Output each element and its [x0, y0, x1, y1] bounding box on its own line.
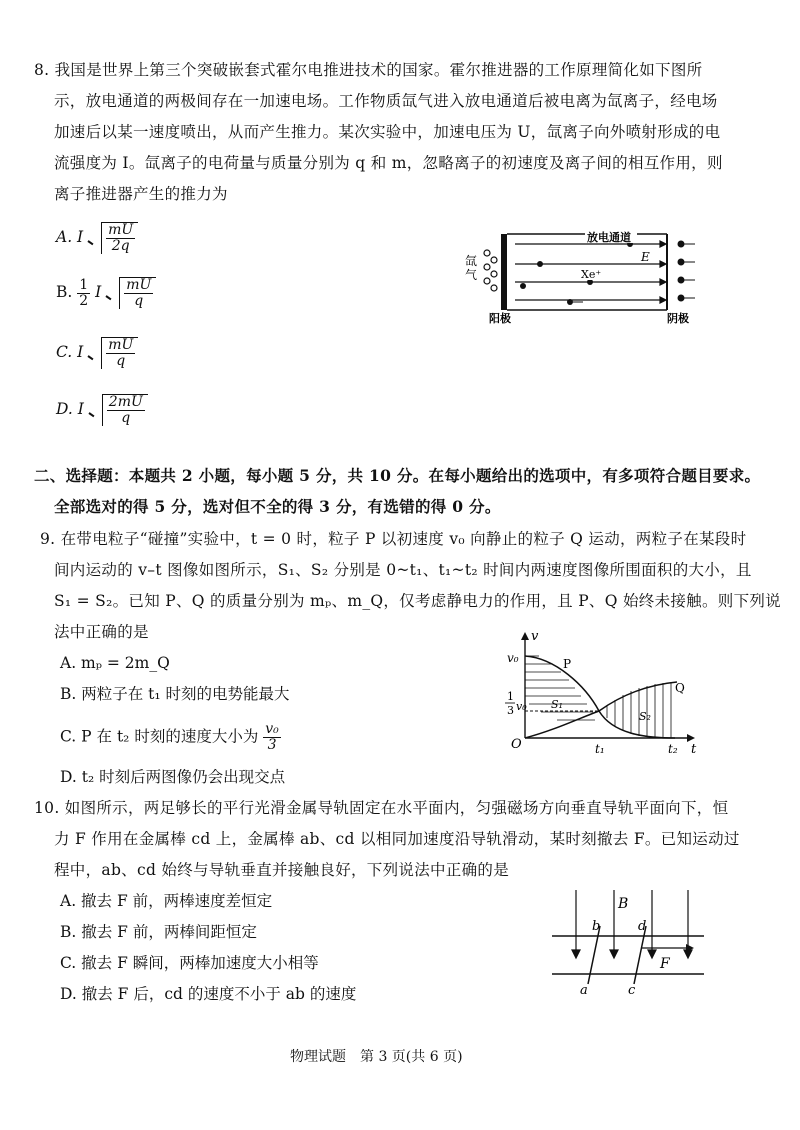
q10-option-d[interactable]: D. 撤去 F 后，cd 的速度不小于 ab 的速度	[60, 985, 357, 1003]
rod-cd	[634, 926, 646, 984]
q10-option-b[interactable]: B. 撤去 F 前，两棒间距恒定	[60, 923, 257, 941]
frac-num: mU	[108, 222, 134, 238]
q8-line-2: 示，放电通道的两极间存在一加速电场。工作物质氙气进入放电通道后被电离为氙离子，经电场	[54, 92, 718, 110]
option-c-frac	[263, 722, 281, 753]
third-den: 3	[507, 704, 514, 717]
q9-line-4: 法中正确的是	[54, 623, 149, 641]
q8-option-b[interactable]	[56, 277, 156, 309]
q8-line-5: 离子推进器产生的推力为	[54, 185, 228, 203]
q8-option-d[interactable]	[56, 394, 148, 426]
sqrt-radical	[89, 394, 148, 426]
t-axis-arrow	[687, 734, 695, 742]
third-num: 1	[507, 690, 514, 703]
q9-line-1: 9. 在带电粒子“碰撞”实验中，t = 0 时，粒子 P 以初速度 v₀ 向静止的粒子 Q 运动，两粒子在某段时	[40, 530, 747, 548]
q9-option-c[interactable]	[60, 722, 281, 753]
option-c-text: C. P 在 t₂ 时刻的速度大小为	[60, 727, 259, 746]
q9-option-a[interactable]: A. mₚ = 2m_Q	[60, 654, 170, 672]
label-d: d	[638, 919, 647, 934]
option-a-label: A. I	[56, 228, 84, 246]
ion-label: Xe⁺	[581, 268, 602, 281]
force-label: F	[660, 956, 670, 972]
curve-p	[525, 656, 675, 738]
s2-label: S₂	[639, 710, 651, 723]
sqrt-radical	[106, 277, 156, 309]
third-v0: v₀	[516, 700, 527, 713]
anode-plate	[501, 234, 507, 310]
frac-den: q	[134, 293, 144, 309]
section-2-heading: 二、选择题：本题共 2 小题，每小题 5 分，共 10 分。在每小题给出的选项中，有多项符合题目要求。	[34, 466, 761, 485]
q9-option-d[interactable]: D. t₂ 时刻后两图像仍会出现交点	[60, 768, 286, 786]
option-c-label: C. I	[56, 343, 84, 361]
q10-option-c[interactable]: C. 撤去 F 瞬间，两棒加速度大小相等	[60, 954, 319, 972]
curve-q-label: Q	[675, 681, 685, 695]
t-axis-label: t	[691, 742, 697, 757]
sqrt-radical	[88, 337, 138, 369]
q10-line-2: 力 F 作用在金属棒 cd 上，金属棒 ab、cd 以相同加速度沿导轨滑动，某时刻撤去 F。已知运动过	[54, 830, 740, 848]
v0-label: v₀	[507, 651, 519, 665]
coef-frac	[77, 278, 90, 309]
current-symbol: I	[95, 283, 102, 301]
t1-label: t₁	[595, 742, 605, 756]
q8-line-4: 流强度为 I。氙离子的电荷量与质量分别为 q 和 m，忽略离子的初速度及离子间的相互作用，则	[54, 154, 723, 172]
q10-line-1: 10. 如图所示，两足够长的平行光滑金属导轨固定在水平面内，匀强磁场方向垂直导轨平面向下，恒	[34, 799, 729, 817]
q8-option-a[interactable]	[56, 222, 138, 254]
v-axis-arrow	[521, 632, 529, 640]
option-d-label: D. I	[56, 400, 84, 418]
frac-den: 2q	[111, 238, 130, 254]
rod-ab	[588, 926, 600, 984]
curve-q	[525, 682, 677, 738]
frac-num: v₀	[265, 721, 279, 737]
gas-label	[465, 254, 477, 282]
frac-num: mU	[108, 337, 134, 353]
ions-exiting	[678, 241, 695, 301]
q10-option-a[interactable]: A. 撤去 F 前，两棒速度差恒定	[60, 892, 273, 910]
gas-label-char: 氙	[465, 254, 478, 268]
q9-option-b[interactable]: B. 两粒子在 t₁ 时刻的电势能最大	[60, 685, 290, 703]
frac-den: q	[121, 410, 131, 426]
b-field-label: B	[618, 896, 629, 912]
q8-line-3: 加速后以某一速度喷出，从而产生推力。某次实验中，加速电压为 U，氙离子向外喷射形成的电	[54, 123, 721, 141]
anode-label: 阳极	[489, 312, 511, 325]
v-axis-label: v	[531, 629, 539, 644]
section-2-instructions: 全部选对的得 5 分，选对但不全的得 3 分，有选错的得 0 分。	[54, 497, 501, 516]
curve-p-label: P	[563, 657, 572, 671]
coef-num: 1	[79, 276, 89, 293]
q8-option-c[interactable]	[56, 337, 138, 369]
label-b: b	[592, 919, 601, 934]
sqrt-radical	[88, 222, 138, 254]
t2-label: t₂	[668, 742, 678, 756]
field-label: E	[641, 250, 650, 264]
gas-label-char: 气	[465, 268, 478, 282]
vt-graph	[495, 630, 695, 760]
q8-line-1: 8. 我国是世界上第三个突破嵌套式霍尔电推进技术的国家。霍尔推进器的工作原理简化如下图所	[34, 61, 703, 79]
q9-line-2: 间内运动的 v–t 图像如图所示，S₁、S₂ 分别是 0~t₁、t₁~t₂ 时间内两速度图像所围面积的大小，且	[54, 561, 752, 579]
q10-line-3: 程中，ab、cd 始终与导轨垂直并接触良好，下列说法中正确的是	[54, 861, 509, 879]
frac-den: q	[116, 353, 126, 369]
origin-label: O	[511, 737, 522, 752]
hall-thruster-figure	[455, 220, 705, 325]
rails-figure	[548, 886, 708, 998]
cathode-label: 阴极	[667, 312, 689, 325]
q9-line-3: S₁ = S₂。已知 P、Q 的质量分别为 mₚ、m_Q，仅考虑静电力的作用，且 P、Q 始终未接触。则下列说	[54, 592, 781, 610]
page-footer: 物理试题 第 3 页(共 6 页)	[290, 1049, 463, 1065]
frac-num: 2mU	[108, 394, 143, 410]
label-a: a	[580, 983, 588, 998]
frac-num: mU	[126, 277, 152, 293]
label-c: c	[628, 983, 636, 998]
frac-den: 3	[267, 737, 277, 753]
option-b-label: B.	[56, 283, 73, 301]
coef-den: 2	[79, 292, 89, 309]
gas-atoms	[484, 250, 497, 291]
channel-label: 放电通道	[587, 231, 631, 244]
s1-label: S₁	[551, 698, 563, 711]
